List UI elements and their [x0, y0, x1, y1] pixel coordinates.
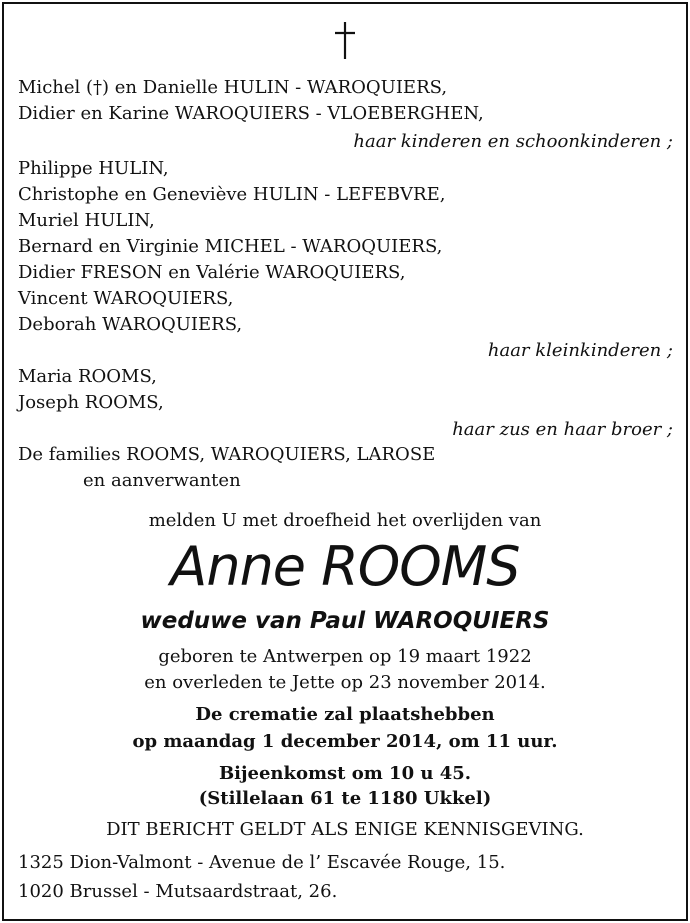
children-caption: haar kinderen en schoonkinderen ;: [353, 131, 673, 152]
sibling-line: Maria ROOMS,: [18, 366, 157, 387]
address-line-2: 1020 Brussel - Mutsaardstraat, 26.: [18, 881, 338, 902]
meeting-line-1: Bijeenkomst om 10 u 45.: [218, 763, 472, 784]
grandchild-line: Vincent WAROQUIERS,: [18, 288, 234, 309]
widow-of-line: weduwe van Paul WAROQUIERS: [140, 608, 550, 634]
birth-line: geboren te Antwerpen op 19 maart 1922: [158, 646, 532, 667]
grandchild-line: Philippe HULIN,: [18, 158, 169, 179]
deceased-name: Anne ROOMS: [170, 535, 520, 598]
announcement-text: melden U met droefheid het overlijden van: [148, 510, 542, 531]
address-line-1: 1325 Dion-Valmont - Avenue de l’ Escavée Rouge, 15.: [18, 852, 506, 873]
children-line-1: Michel (†) en Danielle HULIN - WAROQUIERS,: [18, 77, 448, 98]
meeting-line-2: (Stillelaan 61 te 1180 Ukkel): [198, 788, 492, 809]
death-line: en overleden te Jette op 23 november 2014.: [144, 672, 546, 693]
sibling-line: Joseph ROOMS,: [18, 392, 164, 413]
notice-statement: DIT BERICHT GELDT ALS ENIGE KENNISGEVING.: [106, 819, 584, 840]
grandchild-line: Muriel HULIN,: [18, 210, 155, 231]
grandchild-line: Christophe en Geneviève HULIN - LEFEBVRE,: [18, 184, 446, 205]
cremation-line-1: De crematie zal plaatshebben: [195, 704, 495, 725]
grandchildren-caption: haar kleinkinderen ;: [487, 340, 673, 361]
families-line: De families ROOMS, WAROQUIERS, LAROSE: [18, 444, 436, 465]
grandchild-line: Bernard en Virginie MICHEL - WAROQUIERS,: [18, 236, 443, 257]
grandchild-line: Deborah WAROQUIERS,: [18, 314, 243, 335]
siblings-caption: haar zus en haar broer ;: [452, 419, 673, 440]
cremation-line-2: op maandag 1 december 2014, om 11 uur.: [132, 731, 558, 752]
relatives-line: en aanverwanten: [83, 470, 241, 491]
grandchild-line: Didier FRESON en Valérie WAROQUIERS,: [18, 262, 406, 283]
cross-icon: [330, 20, 360, 60]
children-line-2: Didier en Karine WAROQUIERS - VLOEBERGHEN,: [18, 103, 484, 124]
